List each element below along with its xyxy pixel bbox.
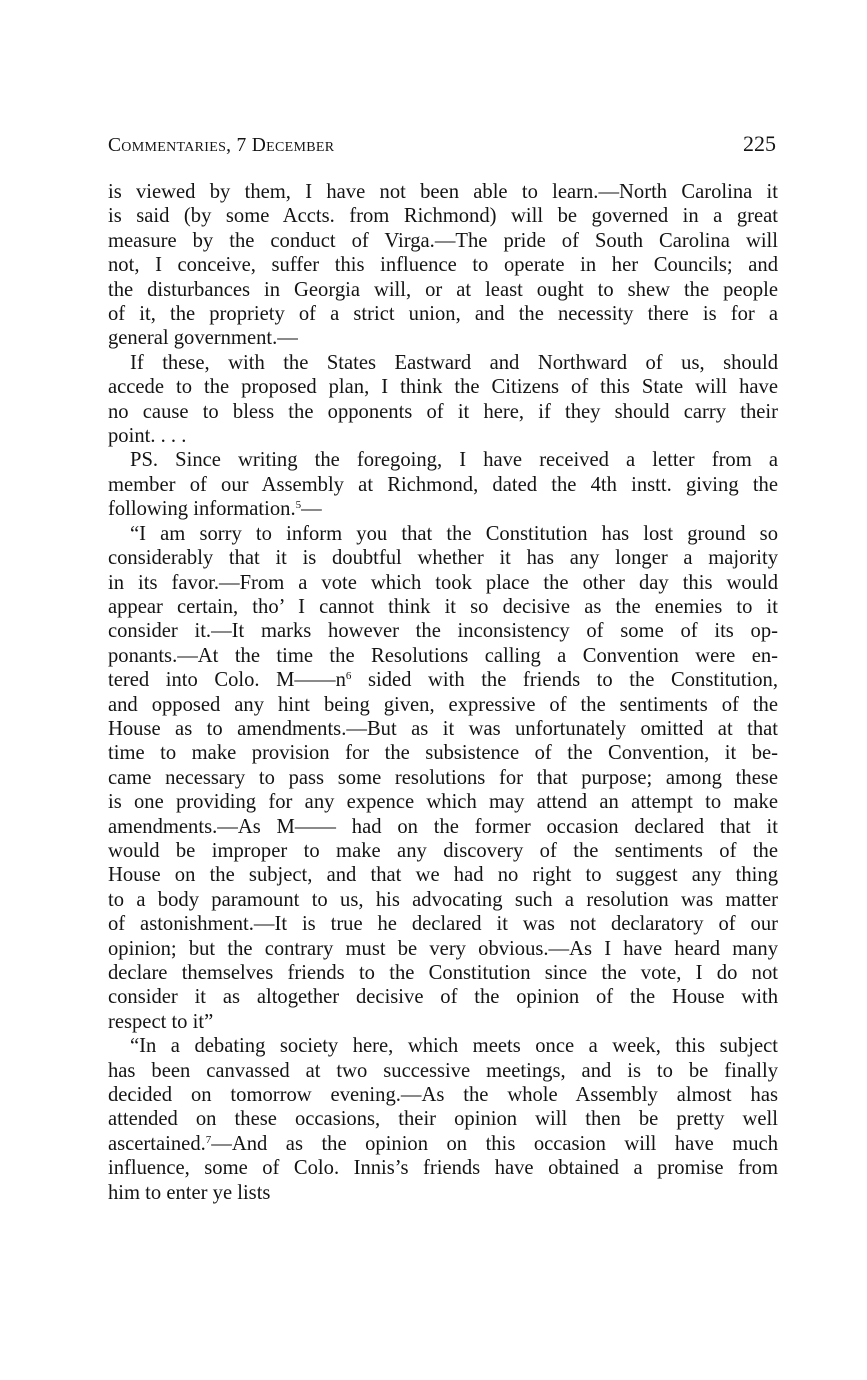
text-line: no cause to bless the opponents of it here, if they should carry their <box>108 400 778 423</box>
text-line: respect to it” <box>108 1010 214 1033</box>
running-head: Commentaries, 7 December <box>108 135 335 156</box>
text-line: attended on these occasions, their opinion will then be pretty well <box>108 1108 778 1131</box>
text-line: measure by the conduct of Virga.—The pride of South Carolina will <box>108 229 778 252</box>
text-line: is viewed by them, I have not been able to learn.—North Carolina it <box>108 181 778 203</box>
text-segment: tered into Colo. M——n <box>108 669 346 692</box>
text-line: not, I conceive, suffer this influence to operate in her Councils; and <box>108 254 778 277</box>
text-line <box>108 1132 778 1156</box>
paragraph-2 <box>108 351 778 449</box>
paragraph-3 <box>108 448 778 521</box>
text-segment: ascertained. <box>108 1132 206 1155</box>
text-line: considerably that it is doubtful whether it has any longer a majority <box>108 547 778 570</box>
text-line: him to enter ye lists <box>108 1181 271 1204</box>
paragraph-1 <box>108 180 778 351</box>
text-line: to a body paramount to us, his advocating such a resolution was matter <box>108 888 778 911</box>
footnote-ref-5[interactable]: 5 <box>295 499 302 512</box>
text-line: would be improper to make any discovery of the sentiments of the <box>108 839 778 862</box>
text-line: decided on tomorrow evening.—As the whole Assembly almost has <box>108 1084 778 1107</box>
text-line: “I am sorry to inform you that the Constitution has lost ground so <box>130 522 778 545</box>
text-line: consider it.—It marks however the inconsistency of some of its op- <box>108 620 778 643</box>
text-line: member of our Assembly at Richmond, dated the 4th instt. giving the <box>108 473 778 496</box>
text-line: ponants.—At the time the Resolutions calling a Convention were en- <box>108 644 778 667</box>
page-number: 225 <box>743 131 776 156</box>
text-segment: sided with the friends to the Constitution, <box>351 669 778 692</box>
text-line: House on the subject, and that we had no right to suggest any thing <box>108 864 778 887</box>
text-line: has been canvassed at two successive meetings, and is to be finally <box>108 1059 778 1082</box>
footnote-ref-6[interactable]: 6 <box>345 670 352 683</box>
text-line: time to make provision for the subsistence of the Convention, it be- <box>108 742 778 765</box>
paragraph-4 <box>108 522 778 1035</box>
text-line: If these, with the States Eastward and Northward of us, should <box>130 351 778 374</box>
text-line: point. . . . <box>108 425 187 448</box>
text-line: the disturbances in Georgia will, or at least ought to shew the people <box>108 278 778 301</box>
text-line: in its favor.—From a vote which took place the other day this would <box>108 571 778 594</box>
text-segment: following information. <box>108 498 296 521</box>
page-header <box>108 131 776 159</box>
text-line: amendments.—As M—— had on the former occasion declared that it <box>108 815 778 838</box>
paragraph-5 <box>108 1034 778 1205</box>
text-line: and opposed any hint being given, expressive of the sentiments of the <box>108 693 778 716</box>
footnote-ref-7[interactable]: 7 <box>205 1133 212 1146</box>
text-line: of it, the propriety of a strict union, and the necessity there is for a <box>108 303 778 326</box>
text-line: of astonishment.—It is true he declared it was not declaratory of our <box>108 913 778 936</box>
text-line: House as to amendments.—But as it was unfortunately omitted at that <box>108 717 778 740</box>
text-line: accede to the proposed plan, I think the Citizens of this State will have <box>108 376 778 399</box>
text-segment: —And as the opinion on this occasion will have much <box>211 1132 778 1155</box>
text-line: “In a debating society here, which meets once a week, this subject <box>130 1035 778 1058</box>
text-line: consider it as altogether decisive of the opinion of the House with <box>108 986 778 1009</box>
text-line: appear certain, tho’ I cannot think it so decisive as the enemies to it <box>108 595 778 618</box>
text-line: is said (by some Accts. from Richmond) will be governed in a great <box>108 205 778 228</box>
text-segment: — <box>301 498 322 521</box>
text-line: declare themselves friends to the Constitution since the vote, I do not <box>108 962 778 984</box>
text-line <box>108 668 778 692</box>
text-line: opinion; but the contrary must be very obvious.—As I have heard many <box>108 937 778 960</box>
text-line <box>108 497 778 521</box>
text-line: PS. Since writing the foregoing, I have received a letter from a <box>130 449 778 472</box>
body-text <box>108 180 778 1205</box>
text-line: came necessary to pass some resolutions for that purpose; among these <box>108 766 778 789</box>
text-line: influence, some of Colo. Innis’s friends have obtained a promise from <box>108 1157 778 1180</box>
text-line: is one providing for any expence which may attend an attempt to make <box>108 791 778 814</box>
text-line: general government.— <box>108 327 298 350</box>
